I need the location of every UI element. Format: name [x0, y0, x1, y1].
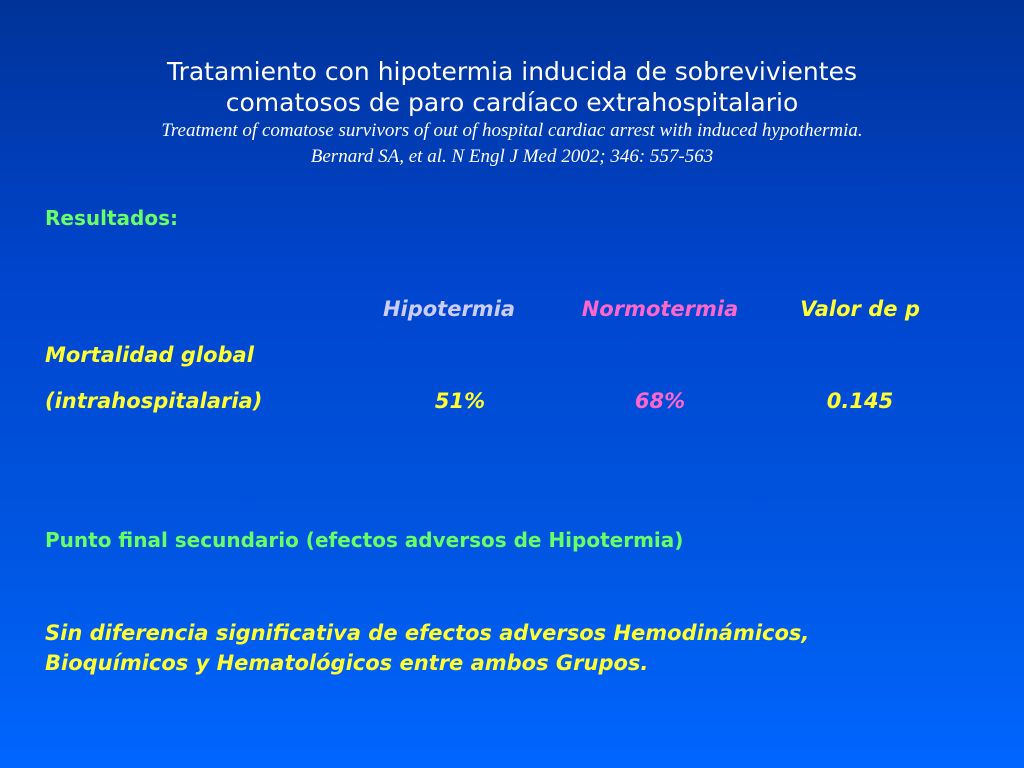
conclusion [45, 618, 1005, 678]
value-hipotermia: 51% [434, 389, 486, 413]
slide-title [0, 56, 1024, 170]
results-label: Resultados: [45, 206, 178, 230]
title-line-2: comatosos de paro cardíaco extrahospitalario [225, 88, 799, 117]
header-valor-p: Valor de p [800, 297, 920, 321]
header-normotermia: Normotermia [581, 297, 739, 321]
conclusion-line-1: Sin diferencia significativa de efectos adversos Hemodinámicos, [45, 621, 810, 645]
value-p: 0.145 [826, 389, 894, 413]
row-label-mortalidad: Mortalidad global [45, 343, 254, 367]
citation: Bernard SA, et al. N Engl J Med 2002; 346: 557-563 [310, 146, 714, 167]
row-label-intrahospitalaria: (intrahospitalaria) [45, 389, 263, 413]
secondary-endpoint: Punto final secundario (efectos adversos de Hipotermia) [45, 528, 684, 552]
conclusion-line-2: Bioquímicos y Hematológicos entre ambos Grupos. [45, 651, 649, 675]
subtitle-line-1: Treatment of comatose survivors of out of hospital cardiac arrest with induced hypothermia. [161, 120, 863, 141]
header-hipotermia: Hipotermia [382, 297, 516, 321]
title-line-1: Tratamiento con hipotermia inducida de sobrevivientes [166, 57, 857, 86]
value-normotermia: 68% [634, 389, 686, 413]
